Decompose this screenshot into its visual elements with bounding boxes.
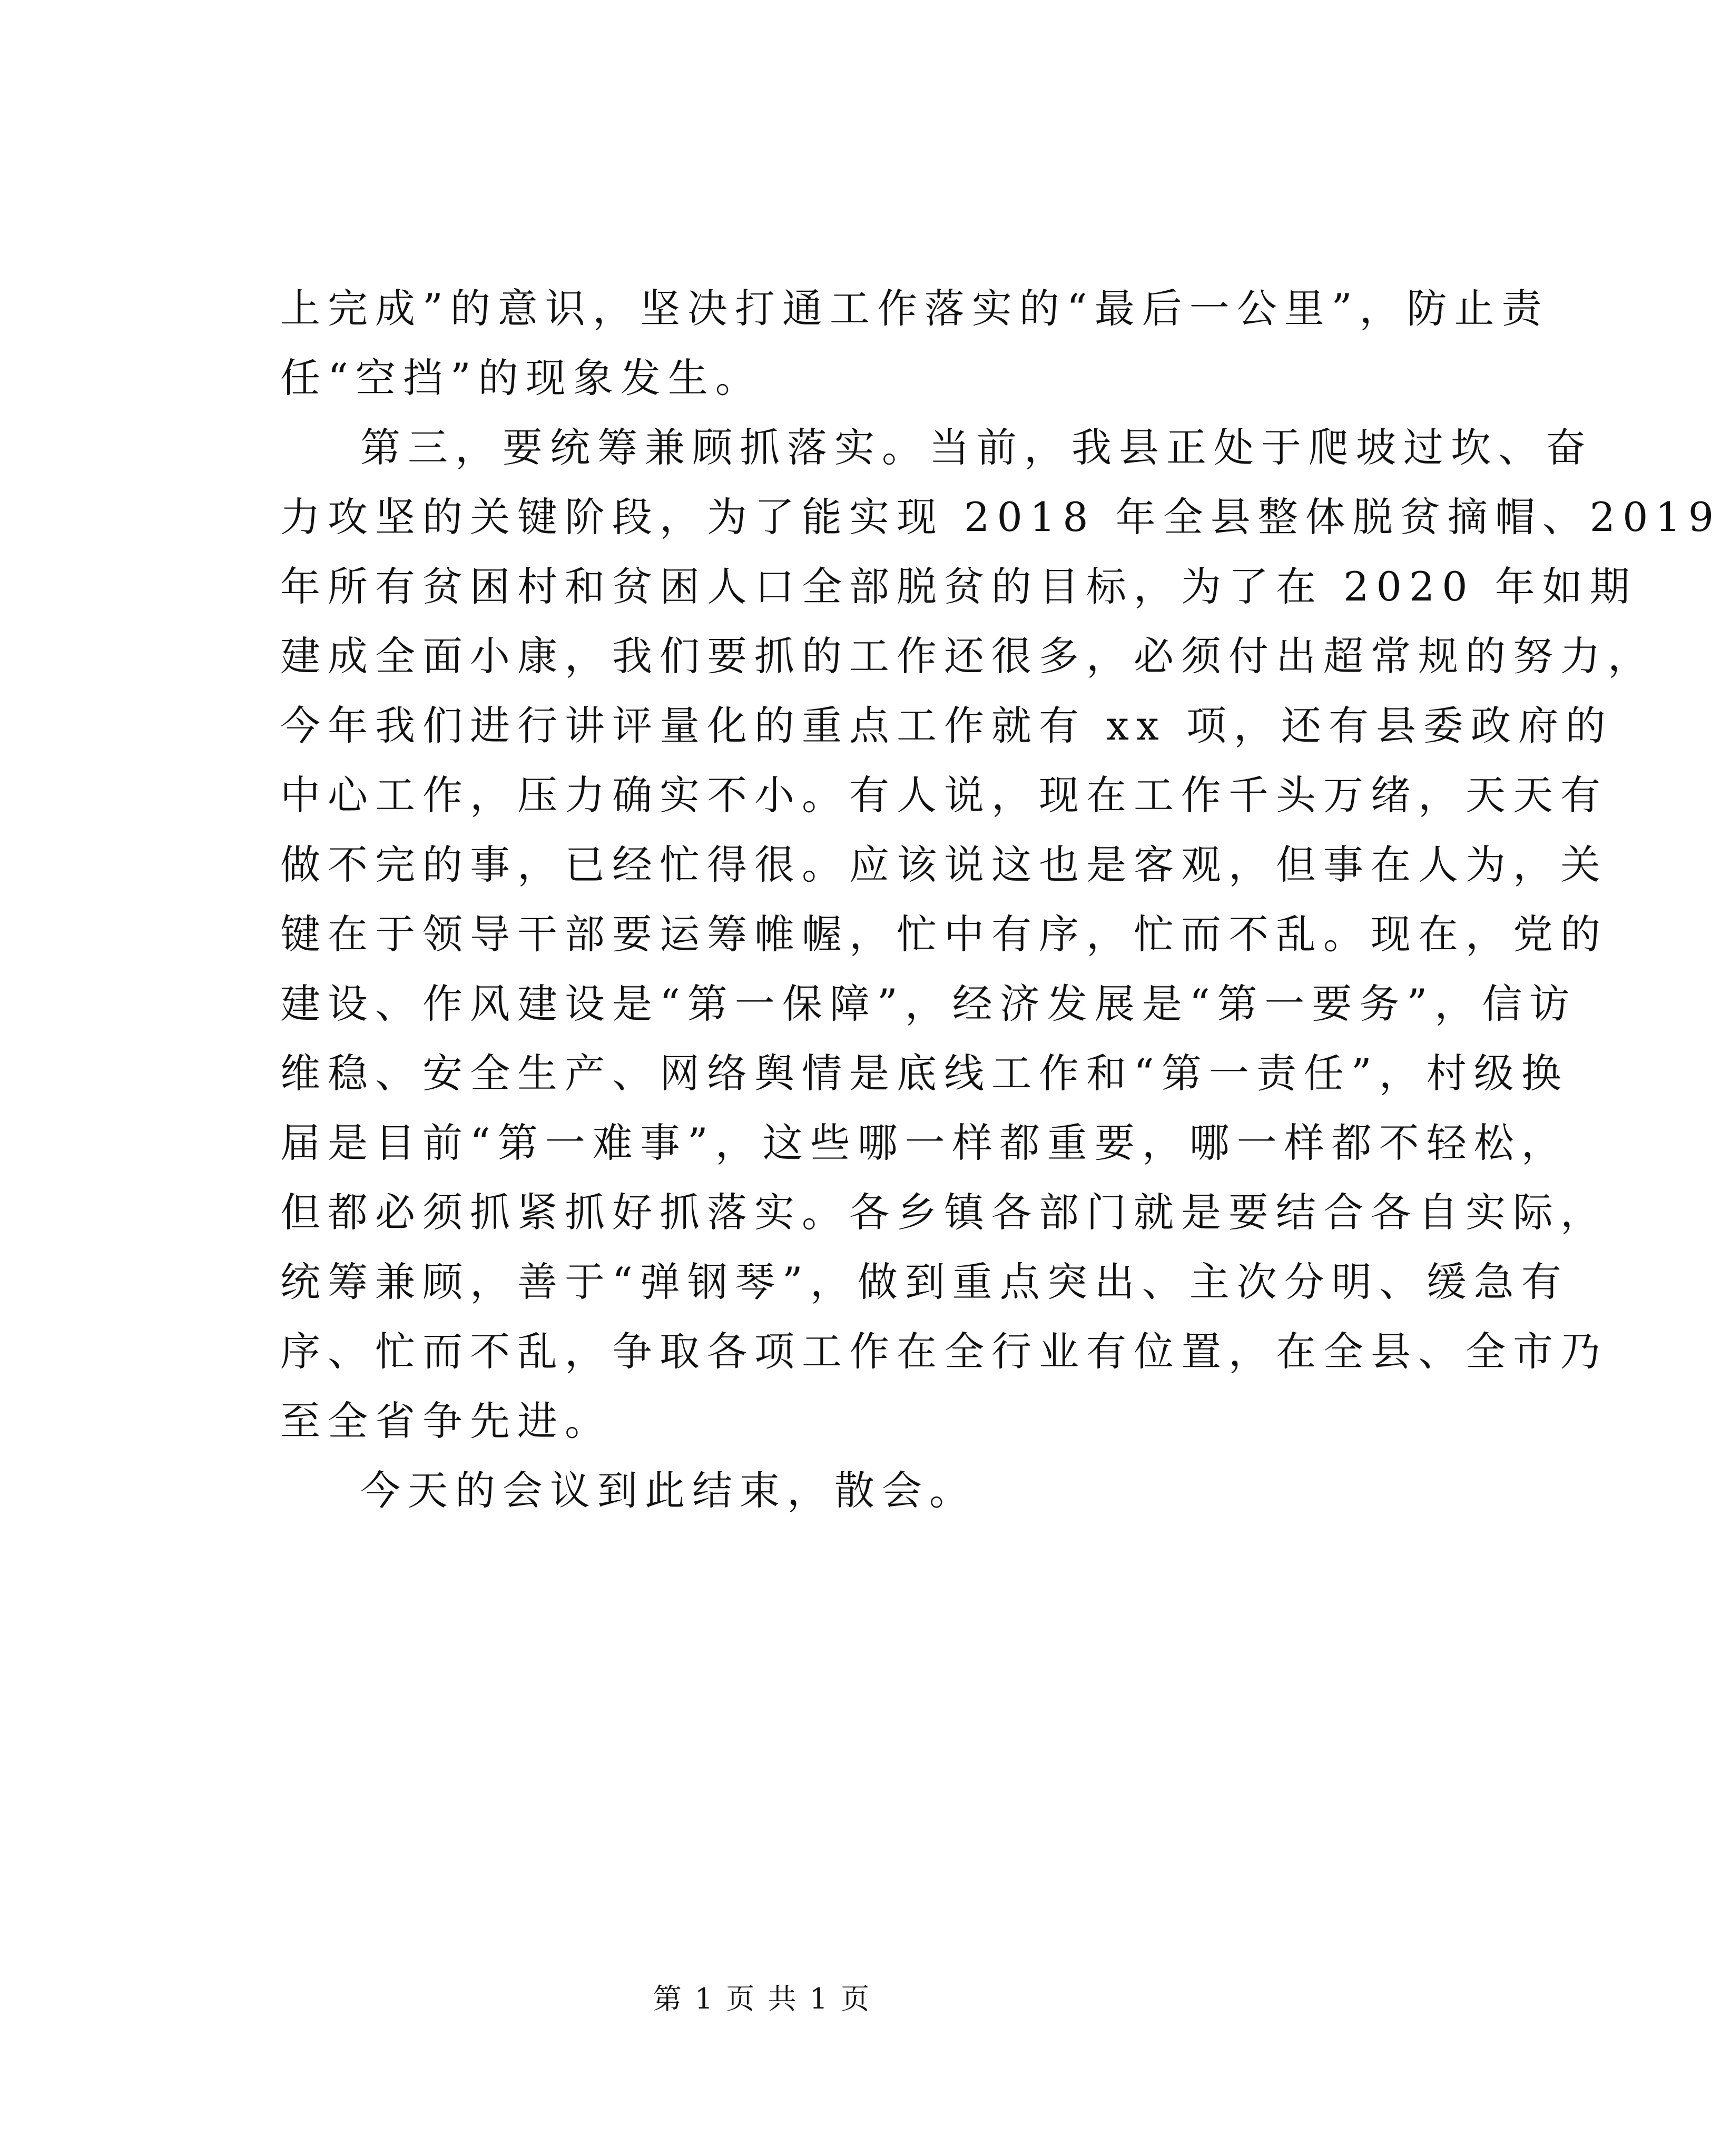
paragraph-2-line-7: 做不完的事，已经忙得很。应该说这也是客观，但事在人为，关 [280, 841, 1608, 888]
paragraph-2-line-14: 序、忙而不乱，争取各项工作在全行业有位置，在全县、全市乃 [280, 1328, 1608, 1375]
paragraph-2-line-10: 维稳、安全生产、网络舆情是底线工作和“第一责任”，村级换 [280, 1050, 1569, 1097]
document-body [280, 274, 1721, 1525]
paragraph-1-line-2: 任“空挡”的现象发生。 [280, 355, 763, 401]
paragraph-2-line-1: 第三，要统筹兼顾抓落实。当前，我县正处于爬坡过坎、奋 [360, 424, 1593, 471]
paragraph-2-line-9: 建设、作风建设是“第一保障”，经济发展是“第一要务”，信访 [280, 980, 1577, 1027]
paragraph-2-line-5: 今年我们进行讲评量化的重点工作就有 xx 项，还有县委政府的 [280, 702, 1614, 749]
paragraph-2-line-13: 统筹兼顾，善于“弹钢琴”，做到重点突出、主次分明、缓急有 [280, 1258, 1569, 1305]
paragraph-2-line-3: 年所有贫困村和贫困人口全部脱贫的目标，为了在 2020 年如期 [280, 563, 1637, 610]
paragraph-2-line-4: 建成全面小康，我们要抓的工作还很多，必须付出超常规的努力， [280, 633, 1655, 680]
paragraph-2-line-15: 至全省争先进。 [280, 1397, 612, 1444]
paragraph-2-line-11: 届是目前“第一难事”，这些哪一样都重要，哪一样都不轻松， [280, 1119, 1569, 1166]
paragraph-2-line-12: 但都必须抓紧抓好抓落实。各乡镇各部门就是要结合各自实际， [280, 1189, 1608, 1236]
paragraph-1-line-1: 上完成”的意识，坚决打通工作落实的“最后一公里”，防止责 [280, 285, 1549, 332]
paragraph-2-line-6: 中心工作，压力确实不小。有人说，现在工作千头万绪，天天有 [280, 772, 1608, 819]
page-footer: 第 1 页 共 1 页 [653, 1982, 872, 2015]
paragraph-3-line-1: 今天的会议到此结束，散会。 [360, 1467, 977, 1514]
paragraph-2-line-2: 力攻坚的关键阶段，为了能实现 2018 年全县整体脱贫摘帽、2019 [280, 494, 1721, 540]
paragraph-2-line-8: 键在于领导干部要运筹帷幄，忙中有序，忙而不乱。现在，党的 [280, 911, 1608, 958]
